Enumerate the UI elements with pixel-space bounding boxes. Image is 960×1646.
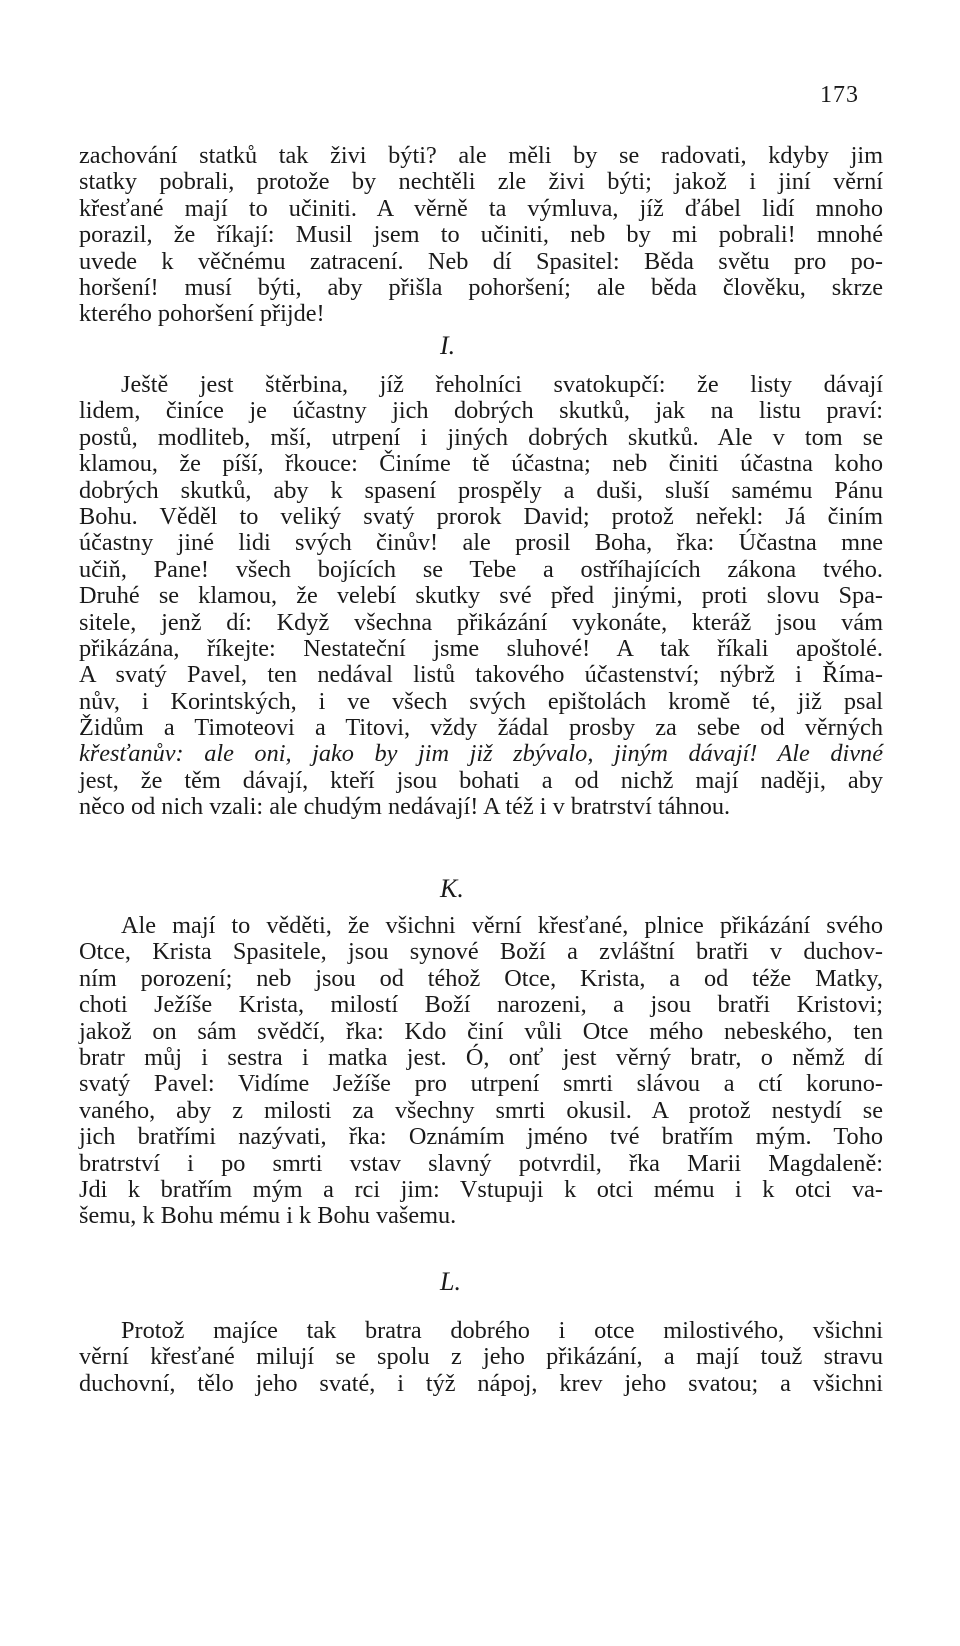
text-line: Otce, Krista Spasitele, jsou synové Boží a zvláštní bratři v duchov-	[79, 938, 883, 966]
text-line: jich bratřími nazývati, řka: Oznámím jméno tvé bratřím mým. Toho	[79, 1123, 883, 1151]
text-line: šemu, k Bohu mému i k Bohu vašemu.	[79, 1202, 457, 1230]
text-line: sitele, jenž dí: Když všechna přikázání vykonáte, kteráž jsou vám	[79, 608, 883, 636]
text-line-italic: křesťanův: ale oni, jako by jim již zbývalo, jiným dávají! Ale divné	[79, 740, 883, 768]
paragraph-block-1	[79, 143, 883, 328]
text-line: Druhé se klamou, že velebí skutky své před jinými, proti slovu Spa-	[79, 582, 883, 610]
text-line: lidem, činíce je účastny jich dobrých skutků, jak na listu praví:	[79, 397, 883, 425]
paragraph-block-2	[79, 372, 883, 821]
text-line: Protož majíce tak bratra dobrého i otce milostivého, všichni	[121, 1317, 883, 1344]
text-line: duchovní, tělo jeho svaté, i týž nápoj, krev jeho svatou; a všichni	[79, 1369, 883, 1397]
section-heading-l: L.	[440, 1267, 461, 1296]
text-line: statky pobrali, protože by nechtěli zle živi býti; jakož i jiní věrní	[79, 168, 883, 196]
text-line: jest, že těm dávají, kteří jsou bohati a od nichž mají naději, aby	[79, 766, 883, 794]
text-line: vaného, aby z milosti za všechny smrti okusil. A protož nestydí se	[79, 1096, 883, 1124]
text-line: kterého pohoršení přijde!	[79, 300, 325, 328]
text-line: porazil, že říkají: Musil jsem to učiniti, neb by mi pobrali! mnohé	[79, 221, 883, 249]
text-line: A svatý Pavel, ten nedával listů takového účastenství; nýbrž i Říma-	[79, 661, 883, 689]
text-line: postů, modliteb, mší, utrpení i jiných dobrých skutků. Ale v tom se	[79, 423, 883, 451]
text-line: ním porození; neb jsou od téhož Otce, Krista, a od téže Matky,	[79, 964, 883, 992]
page-number: 173	[820, 82, 859, 108]
text-line: Ještě jest štěrbina, jíž řeholníci svatokupčí: že listy dávají	[121, 371, 883, 398]
section-heading-k: K.	[440, 874, 464, 903]
paragraph-block-4	[79, 1318, 883, 1397]
text-line: něco od nich vzali: ale chudým nedávají! A též i v bratrství táhnou.	[79, 793, 731, 821]
paragraph-block-3	[79, 913, 883, 1230]
text-line: přikázána, říkejte: Nestateční jsme sluhové! A tak říkali apoštolé.	[79, 634, 883, 662]
text-line: jakož on sám svědčí, řka: Kdo činí vůli Otce mého nebeského, ten	[79, 1017, 883, 1045]
text-line: učiň, Pane! všech bojících se Tebe a ostříhajících zákona tvého.	[79, 555, 883, 583]
text-line: Jdi k bratřím mým a rci jim: Vstupuji k otci mému i k otci va-	[79, 1175, 883, 1203]
text-line: Ale mají to věděti, že všichni věrní křesťané, plnice přikázání svého	[121, 912, 883, 939]
text-line: horšení! musí býti, aby přišla pohoršení; ale běda člověku, skrze	[79, 273, 883, 301]
text-line: nův, i Korintských, i ve všech svých epištolách kromě té, již psal	[79, 687, 883, 715]
text-line: účastny jiné lidi svých činův! ale prosil Boha, řka: Účastna mne	[79, 529, 883, 557]
text-line: křesťané mají to učiniti. A věrně ta výmluva, jíž ďábel lidí mnoho	[79, 194, 883, 222]
text-line: věrní křesťané milují se spolu z jeho přikázání, a mají touž stravu	[79, 1343, 883, 1371]
text-line: Bohu. Věděl to veliký svatý prorok David; protož neřekl: Já činím	[79, 502, 883, 530]
text-line: dobrých skutků, aby k spasení prospěly a duši, sluší samému Pánu	[79, 476, 883, 504]
text-line: svatý Pavel: Vidíme Ježíše pro utrpení smrti slávou a ctí koruno-	[79, 1070, 883, 1098]
text-line: uvede k věčnému zatracení. Neb dí Spasitel: Běda světu pro po-	[79, 247, 883, 275]
text-line: choti Ježíše Krista, milostí Boží narozeni, a jsou bratři Kristovi;	[79, 991, 883, 1019]
text-line: bratrství i po smrti vstav slavný potvrdil, řka Marii Magdaleně:	[79, 1149, 883, 1177]
text-line: bratr můj i sestra i matka jest. Ó, onť jest věrný bratr, o němž dí	[79, 1043, 883, 1071]
text-line: klamou, že píší, řkouce: Činíme tě účastna; neb činiti účastna koho	[79, 450, 883, 478]
text-line: zachování statků tak živi býti? ale měli by se radovati, kdyby jim	[79, 142, 883, 169]
section-heading-i: I.	[440, 331, 456, 360]
text-line: Židům a Timoteovi a Titovi, vždy žádal prosby za sebe od věrných	[79, 714, 883, 742]
